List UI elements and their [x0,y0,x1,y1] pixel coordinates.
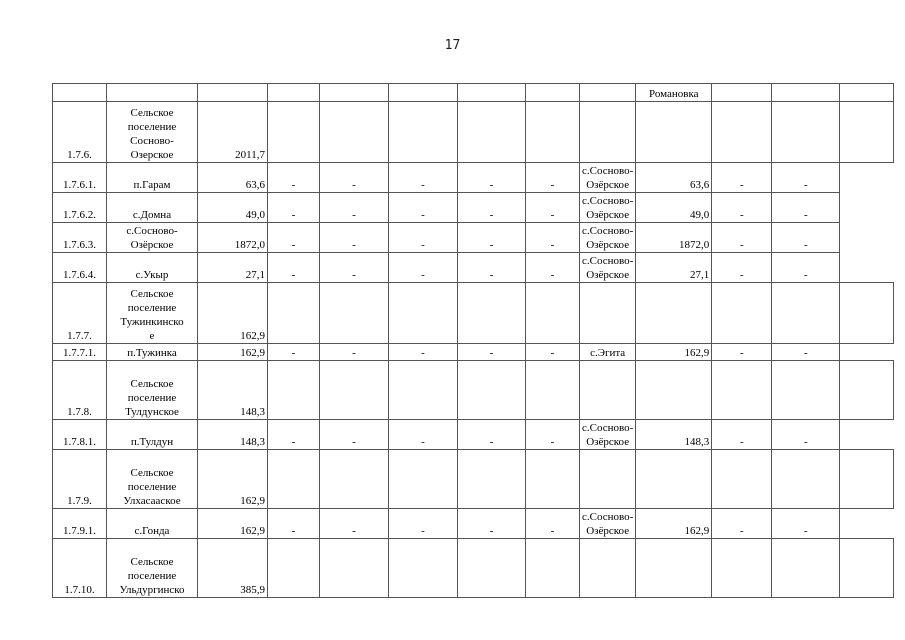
dash-cell: - [458,253,526,283]
empty-cell [389,102,458,163]
dash-cell: - [712,509,772,539]
settlement-name-cell: Сельское поселение Ульдургинско [107,539,198,598]
empty-cell [268,283,320,344]
empty-cell [772,361,840,420]
header-cell: Романовка [636,84,712,102]
empty-cell [389,450,458,509]
destination-cell: с.Эгита [580,344,636,361]
row-code-cell: 1.7.6.2. [53,193,107,223]
settlement-name-cell: с.Гонда [107,509,198,539]
dash-cell: - [772,223,840,253]
dash-cell: - [268,509,320,539]
header-cell [198,84,268,102]
empty-cell [458,361,526,420]
row-code-cell: 1.7.6.3. [53,223,107,253]
empty-cell [389,361,458,420]
empty-cell [840,539,894,598]
settlement-group-row [53,283,894,344]
empty-cell [389,283,458,344]
empty-cell [712,283,772,344]
dash-cell: - [712,223,772,253]
empty-cell [712,450,772,509]
value-cell: 1872,0 [636,223,712,253]
header-cell [53,84,107,102]
empty-cell [580,283,636,344]
value-cell: 148,3 [636,420,712,450]
settlement-name-cell: Сельское поселение Улхасаaское [107,450,198,509]
dash-cell: - [772,344,840,361]
settlement-name-cell: п.Тужинка [107,344,198,361]
value-cell: 162,9 [636,509,712,539]
destination-cell: с.Сосново- Озёрское [580,253,636,283]
empty-cell [320,361,389,420]
value-cell: 27,1 [198,253,268,283]
header-cell [526,84,580,102]
dash-cell: - [458,223,526,253]
empty-cell [712,361,772,420]
dash-cell: - [389,344,458,361]
header-cell [840,84,894,102]
table-row [53,193,894,223]
empty-cell [458,283,526,344]
dash-cell: - [526,344,580,361]
dash-cell: - [458,344,526,361]
dash-cell: - [389,509,458,539]
value-cell: 162,9 [636,344,712,361]
header-cell [268,84,320,102]
empty-cell [526,102,580,163]
header-cell [580,84,636,102]
row-code-cell: 1.7.6.1. [53,163,107,193]
empty-cell [840,450,894,509]
dash-cell: - [772,193,840,223]
empty-cell [772,283,840,344]
empty-cell [636,283,712,344]
destination-cell: с.Сосново- Озёрское [580,163,636,193]
dash-cell: - [320,344,389,361]
empty-cell [840,283,894,344]
empty-cell [320,450,389,509]
dash-cell: - [526,509,580,539]
empty-cell [526,450,580,509]
table-row [53,163,894,193]
dash-cell: - [320,253,389,283]
empty-cell [636,539,712,598]
empty-cell [458,102,526,163]
header-cell [320,84,389,102]
empty-cell [458,450,526,509]
dash-cell: - [320,420,389,450]
destination-cell: с.Сосново- Озёрское [580,509,636,539]
empty-cell [268,450,320,509]
dash-cell: - [772,509,840,539]
empty-cell [840,102,894,163]
row-code-cell: 1.7.7. [53,283,107,344]
table-row [53,509,894,539]
empty-cell [636,102,712,163]
empty-cell [636,450,712,509]
value-cell: 162,9 [198,450,268,509]
value-cell: 63,6 [636,163,712,193]
value-cell: 63,6 [198,163,268,193]
settlement-name-cell: Сельское поселение Тулдунское [107,361,198,420]
empty-cell [526,539,580,598]
dash-cell: - [320,223,389,253]
dash-cell: - [526,253,580,283]
dash-cell: - [268,344,320,361]
empty-cell [772,102,840,163]
dash-cell: - [268,163,320,193]
empty-cell [580,102,636,163]
page-number: 17 [444,38,461,53]
settlement-group-row [53,361,894,420]
dash-cell: - [712,253,772,283]
dash-cell: - [268,253,320,283]
dash-cell: - [526,420,580,450]
empty-cell [320,539,389,598]
dash-cell: - [458,193,526,223]
table-row [53,420,894,450]
destination-cell: с.Сосново- Озёрское [580,193,636,223]
empty-cell [320,102,389,163]
empty-cell [320,283,389,344]
dash-cell: - [389,193,458,223]
dash-cell: - [389,253,458,283]
header-cell [389,84,458,102]
value-cell: 148,3 [198,420,268,450]
header-cell [712,84,772,102]
settlement-name-cell: п.Гарам [107,163,198,193]
dash-cell: - [526,223,580,253]
header-cell [772,84,840,102]
row-code-cell: 1.7.6.4. [53,253,107,283]
dash-cell: - [772,163,840,193]
dash-cell: - [458,420,526,450]
dash-cell: - [772,253,840,283]
row-code-cell: 1.7.8. [53,361,107,420]
settlement-name-cell: Сельское поселение Тужинкинско е [107,283,198,344]
row-code-cell: 1.7.8.1. [53,420,107,450]
empty-cell [580,539,636,598]
empty-cell [268,361,320,420]
dash-cell: - [320,193,389,223]
header-cell [458,84,526,102]
dash-cell: - [389,223,458,253]
value-cell: 49,0 [636,193,712,223]
settlement-name-cell: п.Тулдун [107,420,198,450]
empty-cell [712,102,772,163]
settlement-group-row [53,539,894,598]
destination-cell: с.Сосново- Озёрское [580,420,636,450]
dash-cell: - [712,163,772,193]
empty-cell [772,450,840,509]
value-cell: 162,9 [198,344,268,361]
empty-cell [580,450,636,509]
dash-cell: - [320,163,389,193]
dash-cell: - [712,420,772,450]
empty-cell [772,539,840,598]
empty-cell [458,539,526,598]
settlement-name-cell: с.Домна [107,193,198,223]
table-row [53,253,894,283]
value-cell: 49,0 [198,193,268,223]
dash-cell: - [458,163,526,193]
dash-cell: - [712,193,772,223]
dash-cell: - [268,420,320,450]
row-code-cell: 1.7.6. [53,102,107,163]
value-cell: 1872,0 [198,223,268,253]
empty-cell [526,283,580,344]
dash-cell: - [458,509,526,539]
empty-cell [840,361,894,420]
row-code-cell: 1.7.10. [53,539,107,598]
value-cell: 148,3 [198,361,268,420]
settlements-table [52,83,894,598]
destination-cell: с.Сосново- Озёрское [580,223,636,253]
settlement-name-cell: Сельское поселение Сосново- Озерское [107,102,198,163]
dash-cell: - [526,193,580,223]
empty-cell [389,539,458,598]
value-cell: 162,9 [198,283,268,344]
header-cell [107,84,198,102]
value-cell: 27,1 [636,253,712,283]
row-code-cell: 1.7.7.1. [53,344,107,361]
dash-cell: - [526,163,580,193]
value-cell: 2011,7 [198,102,268,163]
table-row [53,223,894,253]
header-row [53,84,894,102]
value-cell: 162,9 [198,509,268,539]
dash-cell: - [389,163,458,193]
dash-cell: - [712,344,772,361]
empty-cell [580,361,636,420]
empty-cell [268,102,320,163]
row-code-cell: 1.7.9. [53,450,107,509]
table-row [53,344,894,361]
empty-cell [268,539,320,598]
settlement-name-cell: с.Укыр [107,253,198,283]
settlement-group-row [53,102,894,163]
dash-cell: - [772,420,840,450]
dash-cell: - [268,193,320,223]
dash-cell: - [389,420,458,450]
empty-cell [636,361,712,420]
empty-cell [712,539,772,598]
dash-cell: - [320,509,389,539]
settlement-group-row [53,450,894,509]
dash-cell: - [268,223,320,253]
settlement-name-cell: с.Сосново- Озёрское [107,223,198,253]
value-cell: 385,9 [198,539,268,598]
empty-cell [526,361,580,420]
row-code-cell: 1.7.9.1. [53,509,107,539]
